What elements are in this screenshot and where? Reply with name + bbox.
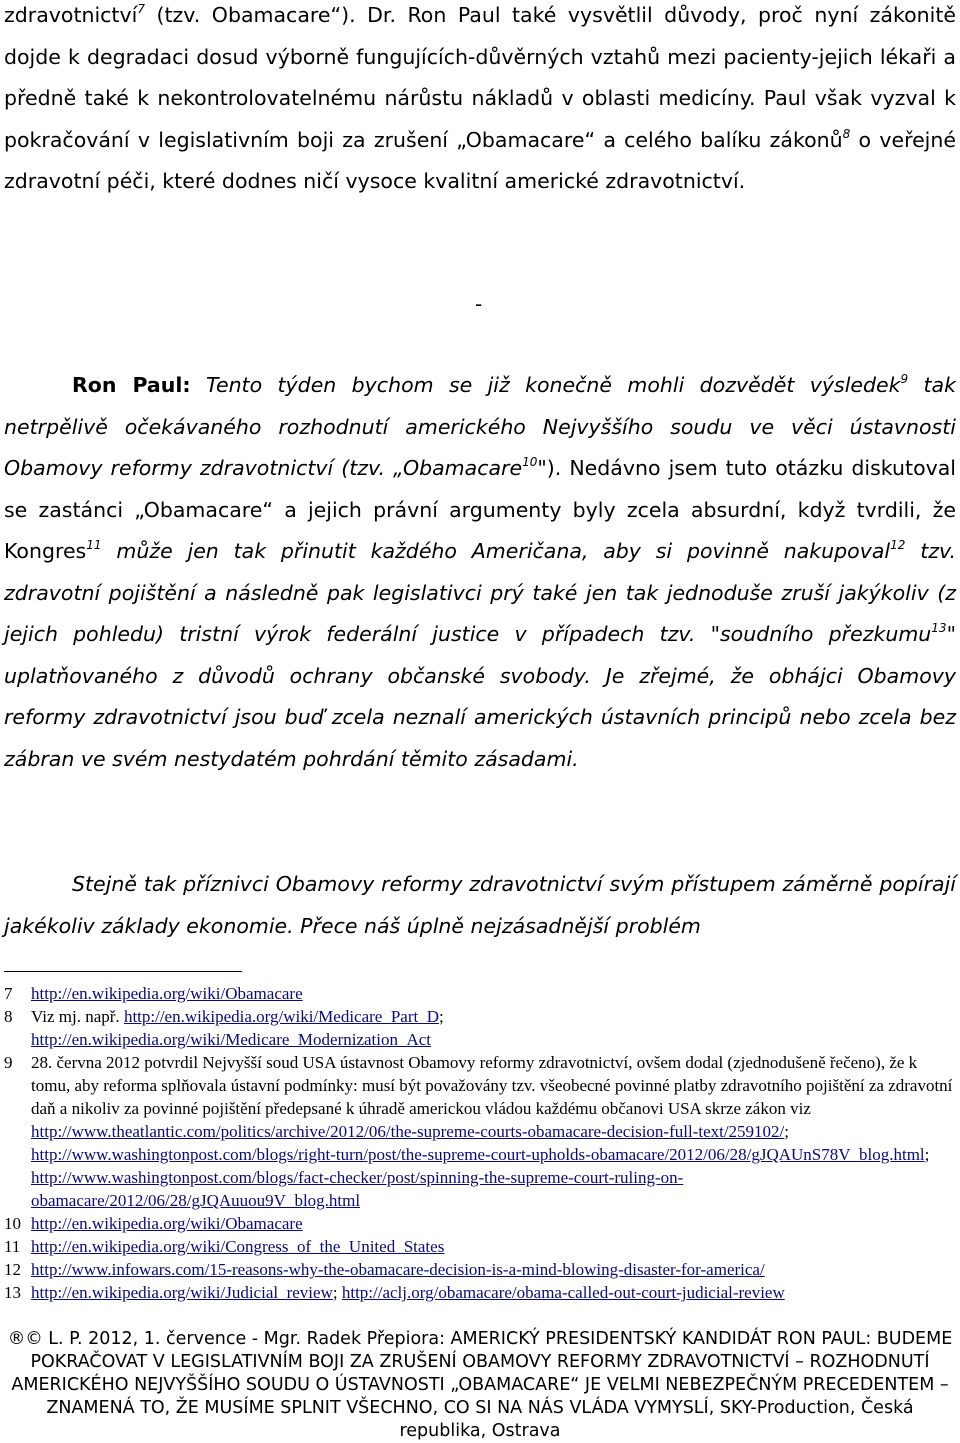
footnote-number: 9 <box>4 1053 13 1072</box>
footnote-link[interactable]: http://en.wikipedia.org/wiki/Congress_of_the_United_States <box>31 1237 445 1256</box>
footnote-link[interactable]: http://aclj.org/obamacare/obama-called-out-court-judicial-review <box>341 1283 785 1302</box>
footnote-separator: ; <box>439 1007 444 1026</box>
footnote-ref-9[interactable]: 9 <box>900 372 909 386</box>
paragraph-intro <box>4 0 956 203</box>
footnote-10 <box>4 1212 956 1235</box>
footnote-link[interactable]: http://en.wikipedia.org/wiki/Medicare_Modernization_Act <box>31 1030 432 1049</box>
footnote-number: 10 <box>4 1214 21 1233</box>
footnote-7 <box>4 982 956 1005</box>
text-run: Tento týden bychom se již konečně mohli dozvědět výsledek <box>190 373 901 397</box>
paragraph-economics: Stejně tak příznivci Obamovy reformy zdravotnictví svým přístupem záměrně popírají jakékoliv základy ekonomie. Přece náš úplně nejzásadnější problém <box>4 872 956 938</box>
footnote-number: 13 <box>4 1283 21 1302</box>
page-footer: ®© L. P. 2012, 1. července - Mgr. Radek Přepiora: AMERICKÝ PRESIDENTSKÝ KANDIDÁT RON PAUL: BUDEME POKRAČOVAT V LEGISLATIVNÍM BOJI ZA ZRUŠENÍ OBAMOVY REFORMY ZDRAVOTNICTVÍ – ROZHODNUTÍ AMERICKÉHO NEJVYŠŠÍHO SOUDU O ÚSTAVNOSTI „OBAMACARE“ JE VELMI NEBEZPEČNÝM PRECEDENTEM – ZNAMENÁ TO, ŽE MUSÍME SPLNIT VŠECHNO, CO SI NA NÁS VLÁDA VYMYSLÍ, SKY-Production, Česká republika, Ostrava <box>7 1329 953 1441</box>
footnote-separator: ; <box>784 1122 790 1141</box>
footnote-number: 11 <box>4 1237 21 1256</box>
footnote-number: 8 <box>4 1007 13 1026</box>
footnote-12 <box>4 1258 956 1281</box>
text-run: " uplatňovaného z důvodů ochrany občanské svobody. Je zřejmé, že obhájci Obamovy reformy zdravotnictví jsou buď zcela neznalí amerických ústavních principů nebo zcela bez zábran ve svém nestydatém pohrdání těmito zásadami. <box>4 622 956 771</box>
footnote-9 <box>4 1051 956 1212</box>
text-run: může jen tak přinutit každého Američana, aby si povinně nakupoval <box>101 539 891 563</box>
footnote-11 <box>4 1235 956 1258</box>
section-separator: - <box>475 292 483 316</box>
footnote-text: Viz mj. např. <box>31 1007 124 1026</box>
footnote-link[interactable]: http://en.wikipedia.org/wiki/Judicial_review <box>31 1283 333 1302</box>
footnote-number: 12 <box>4 1260 21 1279</box>
footnote-link[interactable]: http://www.washingtonpost.com/blogs/right-turn/post/the-supreme-court-upholds-obamacare/2012/06/28/gJQAUnS78V_blog.html <box>31 1145 925 1164</box>
footnote-link[interactable]: http://www.theatlantic.com/politics/archive/2012/06/the-supreme-courts-obamacare-decision-full-text/259102/ <box>31 1122 785 1141</box>
footnote-ref-12[interactable]: 12 <box>890 538 906 552</box>
text-run: "). Nedávno jsem tuto otázku diskutoval se zastánci „Obamacare“ a jejich právní argumenty byly zcela absurdní, když tvrdili, že Kongres <box>4 456 957 563</box>
footnote-divider <box>4 971 242 972</box>
footnote-13 <box>4 1281 956 1304</box>
footnote-ref-10[interactable]: 10 <box>522 455 538 469</box>
footnote-link[interactable]: http://en.wikipedia.org/wiki/Obamacare <box>31 1214 303 1233</box>
text-run: tzv. zdravotní pojištění a následně pak legislativci prý také jen tak jednoduše zruší jakýkoliv (z jejich pohledu) tristní výrok federální justice v případech tzv. "soudního přezkumu <box>4 539 956 646</box>
speaker-label: Ron Paul: <box>72 373 191 397</box>
footnotes <box>4 982 956 1304</box>
text-run: zdravotnictví <box>4 3 138 27</box>
footnote-separator: ; <box>332 1283 342 1302</box>
footnote-ref-11[interactable]: 11 <box>86 538 102 552</box>
paragraph-ron-paul-quote <box>4 365 956 780</box>
footnote-separator: ; <box>924 1145 930 1164</box>
footnote-link[interactable]: http://www.washingtonpost.com/blogs/fact-checker/post/spinning-the-supreme-court-ruling-on-obamacare/2012/06/28/gJQAuuou9V_blog.html <box>31 1168 684 1210</box>
text-run: tak netrpělivě očekávaného rozhodnutí amerického Nejvyššího soudu ve věci ústavnosti Obamovy reformy zdravotnictví (tzv. „Obamacare <box>4 373 956 480</box>
text-run: (tzv. Obamacare“). Dr. Ron Paul také vysvětlil důvody, proč nyní zákonitě dojde k degradaci dosud výborně fungujících-důvěrných vztahů mezi pacienty-jejich lékaři a předně také k nekontrolovatelnému nárůstu nákladů v oblasti medicíny. Paul však vyzval k pokračování v legislativním boji za zrušení „Obamacare“ a celého balíku zákonů <box>4 3 956 152</box>
footnote-ref-8[interactable]: 8 <box>842 126 851 141</box>
footnote-link[interactable]: http://www.infowars.com/15-reasons-why-the-obamacare-decision-is-a-mind-blowing-disaster-for-america/ <box>31 1260 765 1279</box>
footnote-ref-13[interactable]: 13 <box>931 621 947 635</box>
footnote-number: 7 <box>4 984 13 1003</box>
footnote-ref-7[interactable]: 7 <box>137 2 145 16</box>
footnote-link[interactable]: http://en.wikipedia.org/wiki/Medicare_Part_D <box>123 1007 440 1026</box>
footnote-link[interactable]: http://en.wikipedia.org/wiki/Obamacare <box>31 984 303 1003</box>
footnote-8 <box>4 1005 956 1051</box>
footnote-text: 28. června 2012 potvrdil Nejvyšší soud USA ústavnost Obamovy reformy zdravotnictví, ovšem dodal (zjednodušeně řečeno), že k tomu, aby reforma splňovala ústavní podmínky: musí být považovány tzv. všeobecné povinné platby zdravotního pojištění za zdravotní daň a nikoliv za povinné pojištění předepsané k úhradě americkou vládou každému občanovi USA skrze zákon viz <box>31 1053 953 1118</box>
text-run: o veřejné zdravotní péči, které dodnes ničí vysoce kvalitní americké zdravotnictví. <box>4 127 956 193</box>
